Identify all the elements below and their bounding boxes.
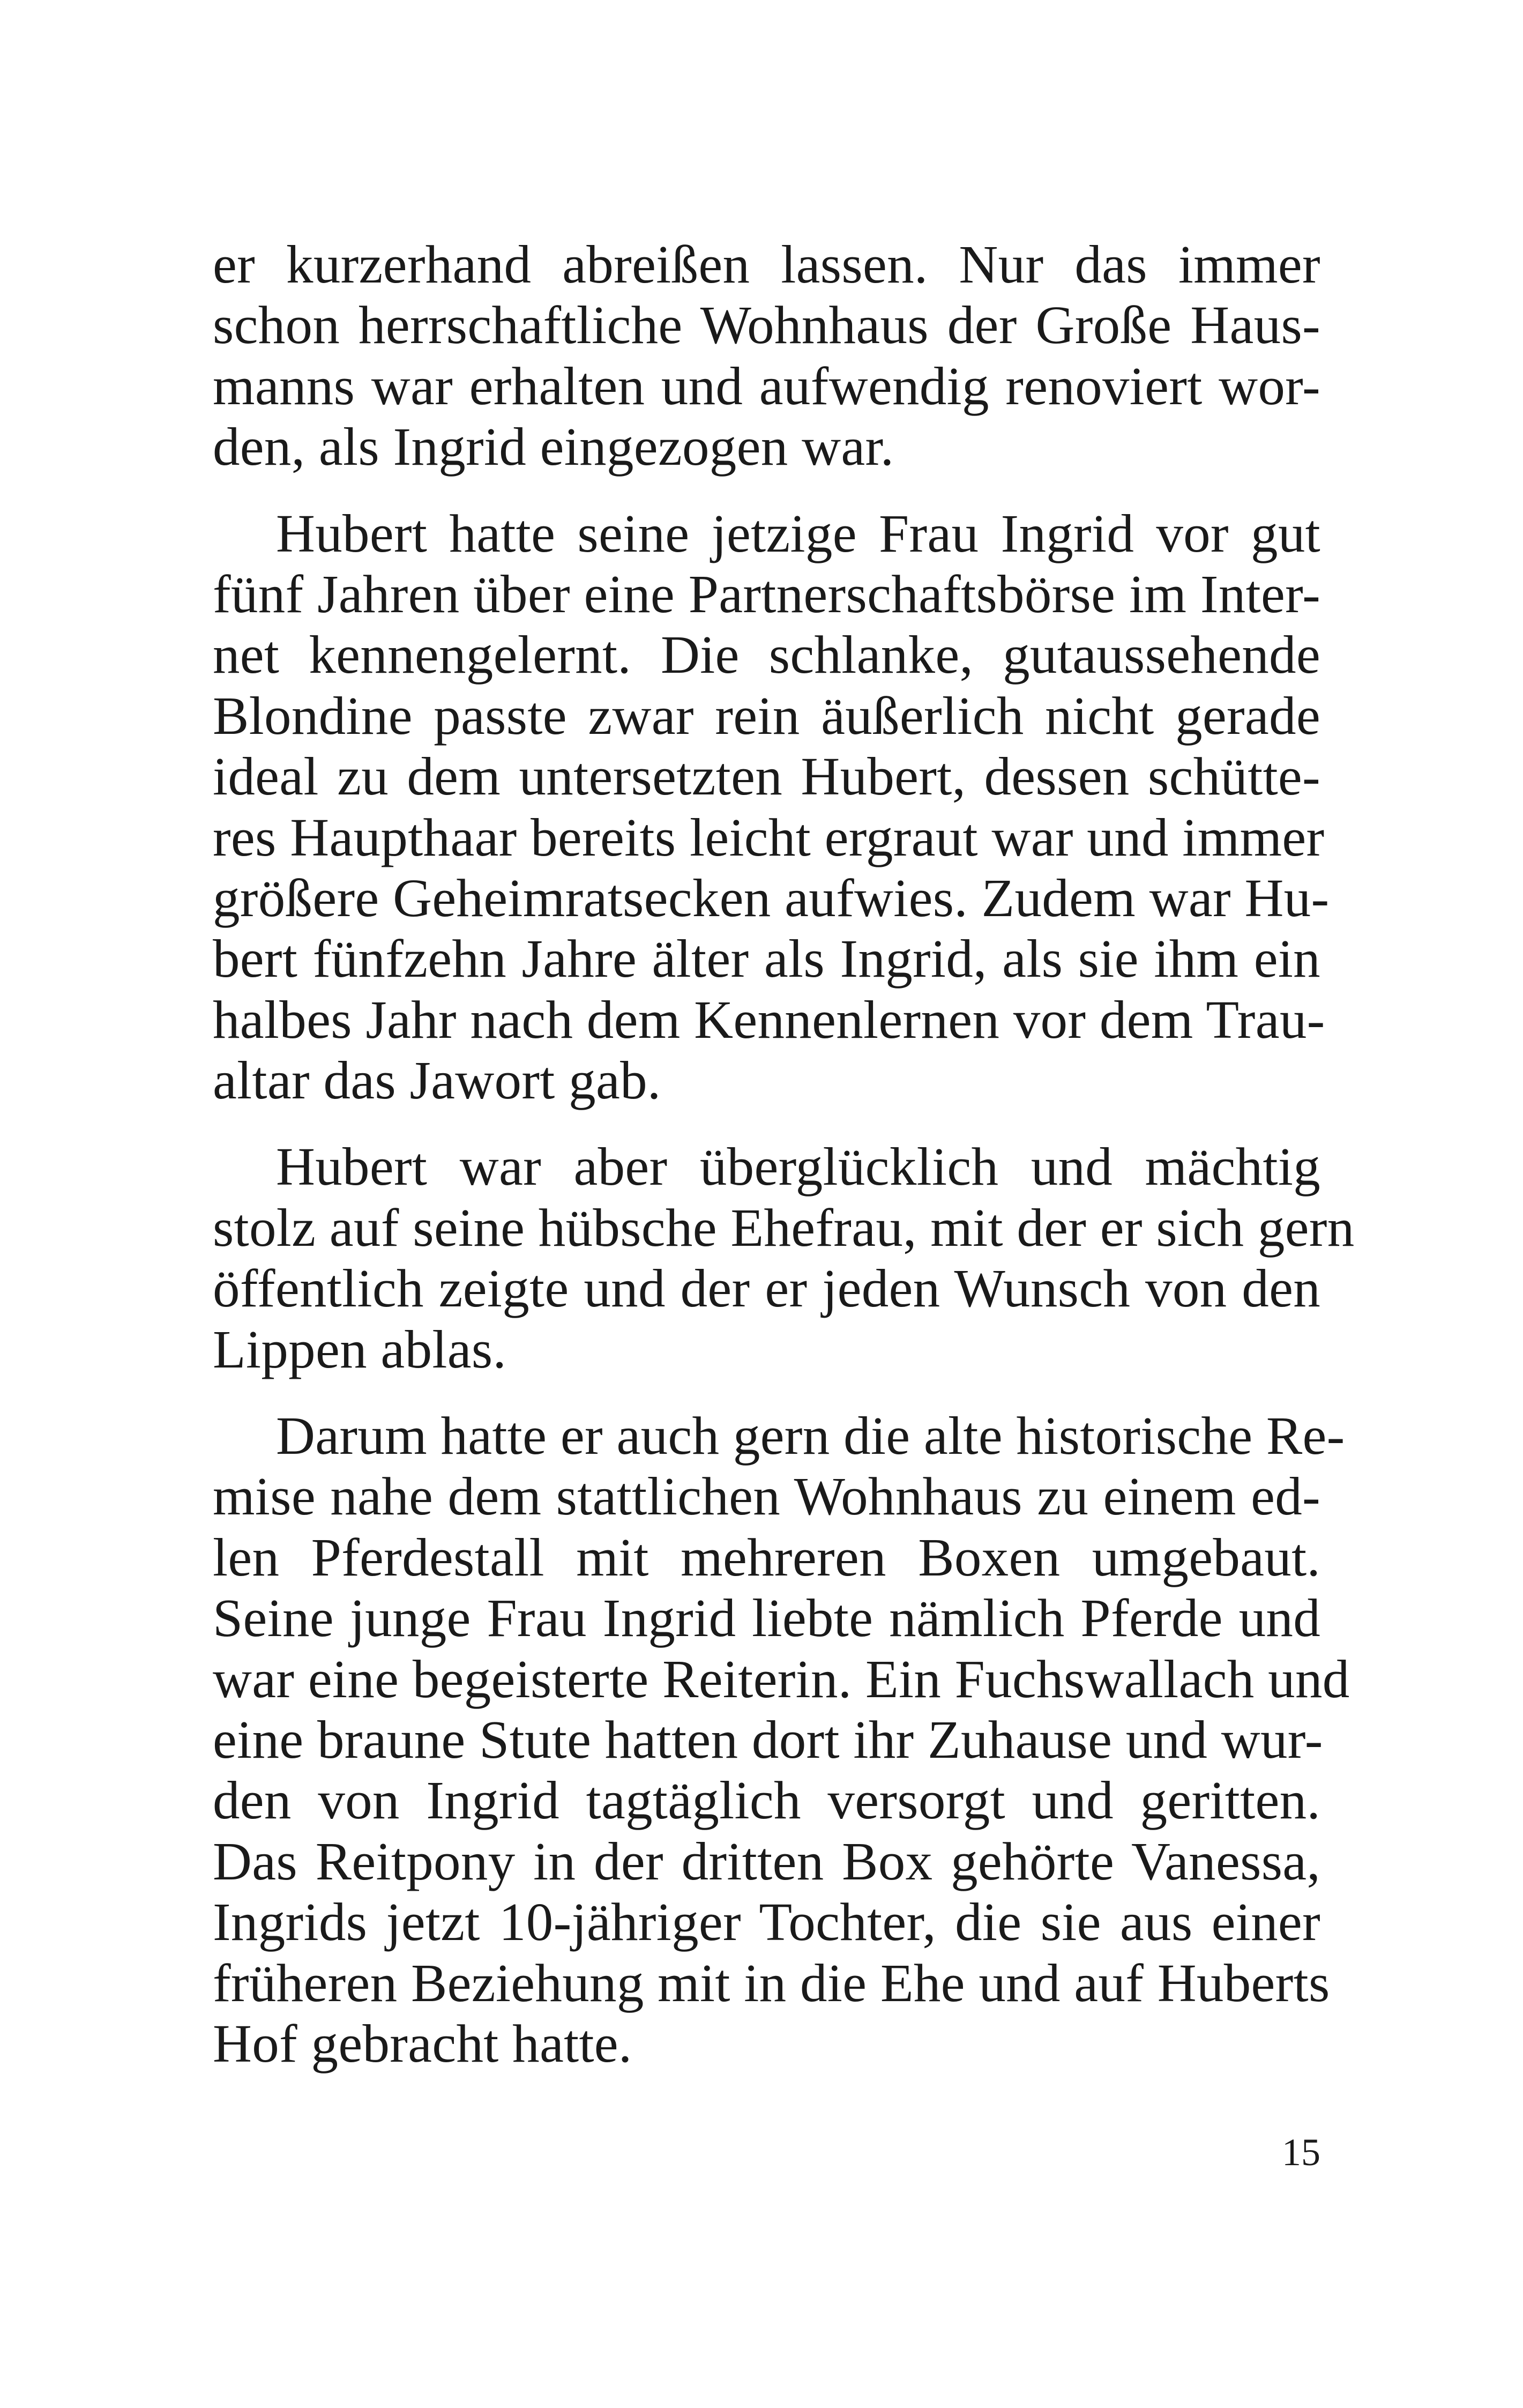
text-line: war eine begeisterte Reiterin. Ein Fuchswallach und	[213, 1648, 1350, 1709]
body-text	[213, 234, 1355, 2074]
text-line: Hubert hatte seine jetzige Frau Ingrid vor gut	[276, 503, 1320, 563]
paragraph-3	[213, 1136, 1355, 1380]
text-line: mise nahe dem stattlichen Wohnhaus zu einem ed-	[213, 1466, 1320, 1527]
text-line: halbes Jahr nach dem Kennenlernen vor dem Trau-	[213, 989, 1325, 1050]
text-line: Ingrids jetzt 10-jähriger Tochter, die sie aus einer	[213, 1892, 1320, 1952]
paragraph-1	[213, 234, 1320, 478]
text-line: ideal zu dem untersetzten Hubert, dessen schütte-	[213, 746, 1320, 807]
paragraph-2	[213, 503, 1330, 1111]
text-line: öffentlich zeigte und der er jeden Wunsch von den	[213, 1258, 1320, 1319]
text-line: Hubert war aber überglücklich und mächtig	[276, 1136, 1320, 1197]
text-line: den von Ingrid tagtäglich versorgt und geritten.	[213, 1770, 1320, 1831]
text-line: früheren Beziehung mit in die Ehe und auf Huberts	[213, 1952, 1330, 2013]
text-line: Lippen ablas.	[213, 1319, 507, 1379]
page-number: 15	[1282, 2131, 1320, 2174]
text-line: altar das Jawort gab.	[213, 1050, 661, 1111]
text-line: stolz auf seine hübsche Ehefrau, mit der er sich gern	[213, 1197, 1355, 1258]
text-line: größere Geheimratsecken aufwies. Zudem war Hu-	[213, 867, 1330, 928]
text-line: Darum hatte er auch gern die alte historische Re-	[276, 1406, 1345, 1466]
text-line: fünf Jahren über eine Partnerschaftsbörse im Inter-	[213, 563, 1320, 624]
text-line: er kurzerhand abreißen lassen. Nur das immer	[213, 234, 1320, 294]
text-line: res Haupthaar bereits leicht ergraut war und immer	[213, 807, 1325, 867]
text-line: manns war erhalten und aufwendig renoviert wor-	[213, 355, 1320, 416]
text-line: eine braune Stute hatten dort ihr Zuhause und wur-	[213, 1709, 1323, 1770]
text-line: Seine junge Frau Ingrid liebte nämlich Pferde und	[213, 1588, 1320, 1648]
text-line: len Pferdestall mit mehreren Boxen umgebaut.	[213, 1527, 1320, 1587]
text-line: Das Reitpony in der dritten Box gehörte Vanessa,	[213, 1831, 1320, 1891]
text-line: bert fünfzehn Jahre älter als Ingrid, als sie ihm ein	[213, 928, 1320, 989]
text-line: den, als Ingrid eingezogen war.	[213, 417, 894, 477]
text-line: schon herrschaftliche Wohnhaus der Große Haus-	[213, 295, 1320, 355]
text-line: net kennengelernt. Die schlanke, gutaussehende	[213, 625, 1320, 685]
paragraph-4	[213, 1406, 1350, 2074]
text-line: Blondine passte zwar rein äußerlich nicht gerade	[213, 685, 1320, 746]
text-line: Hof gebracht hatte.	[213, 2013, 632, 2073]
